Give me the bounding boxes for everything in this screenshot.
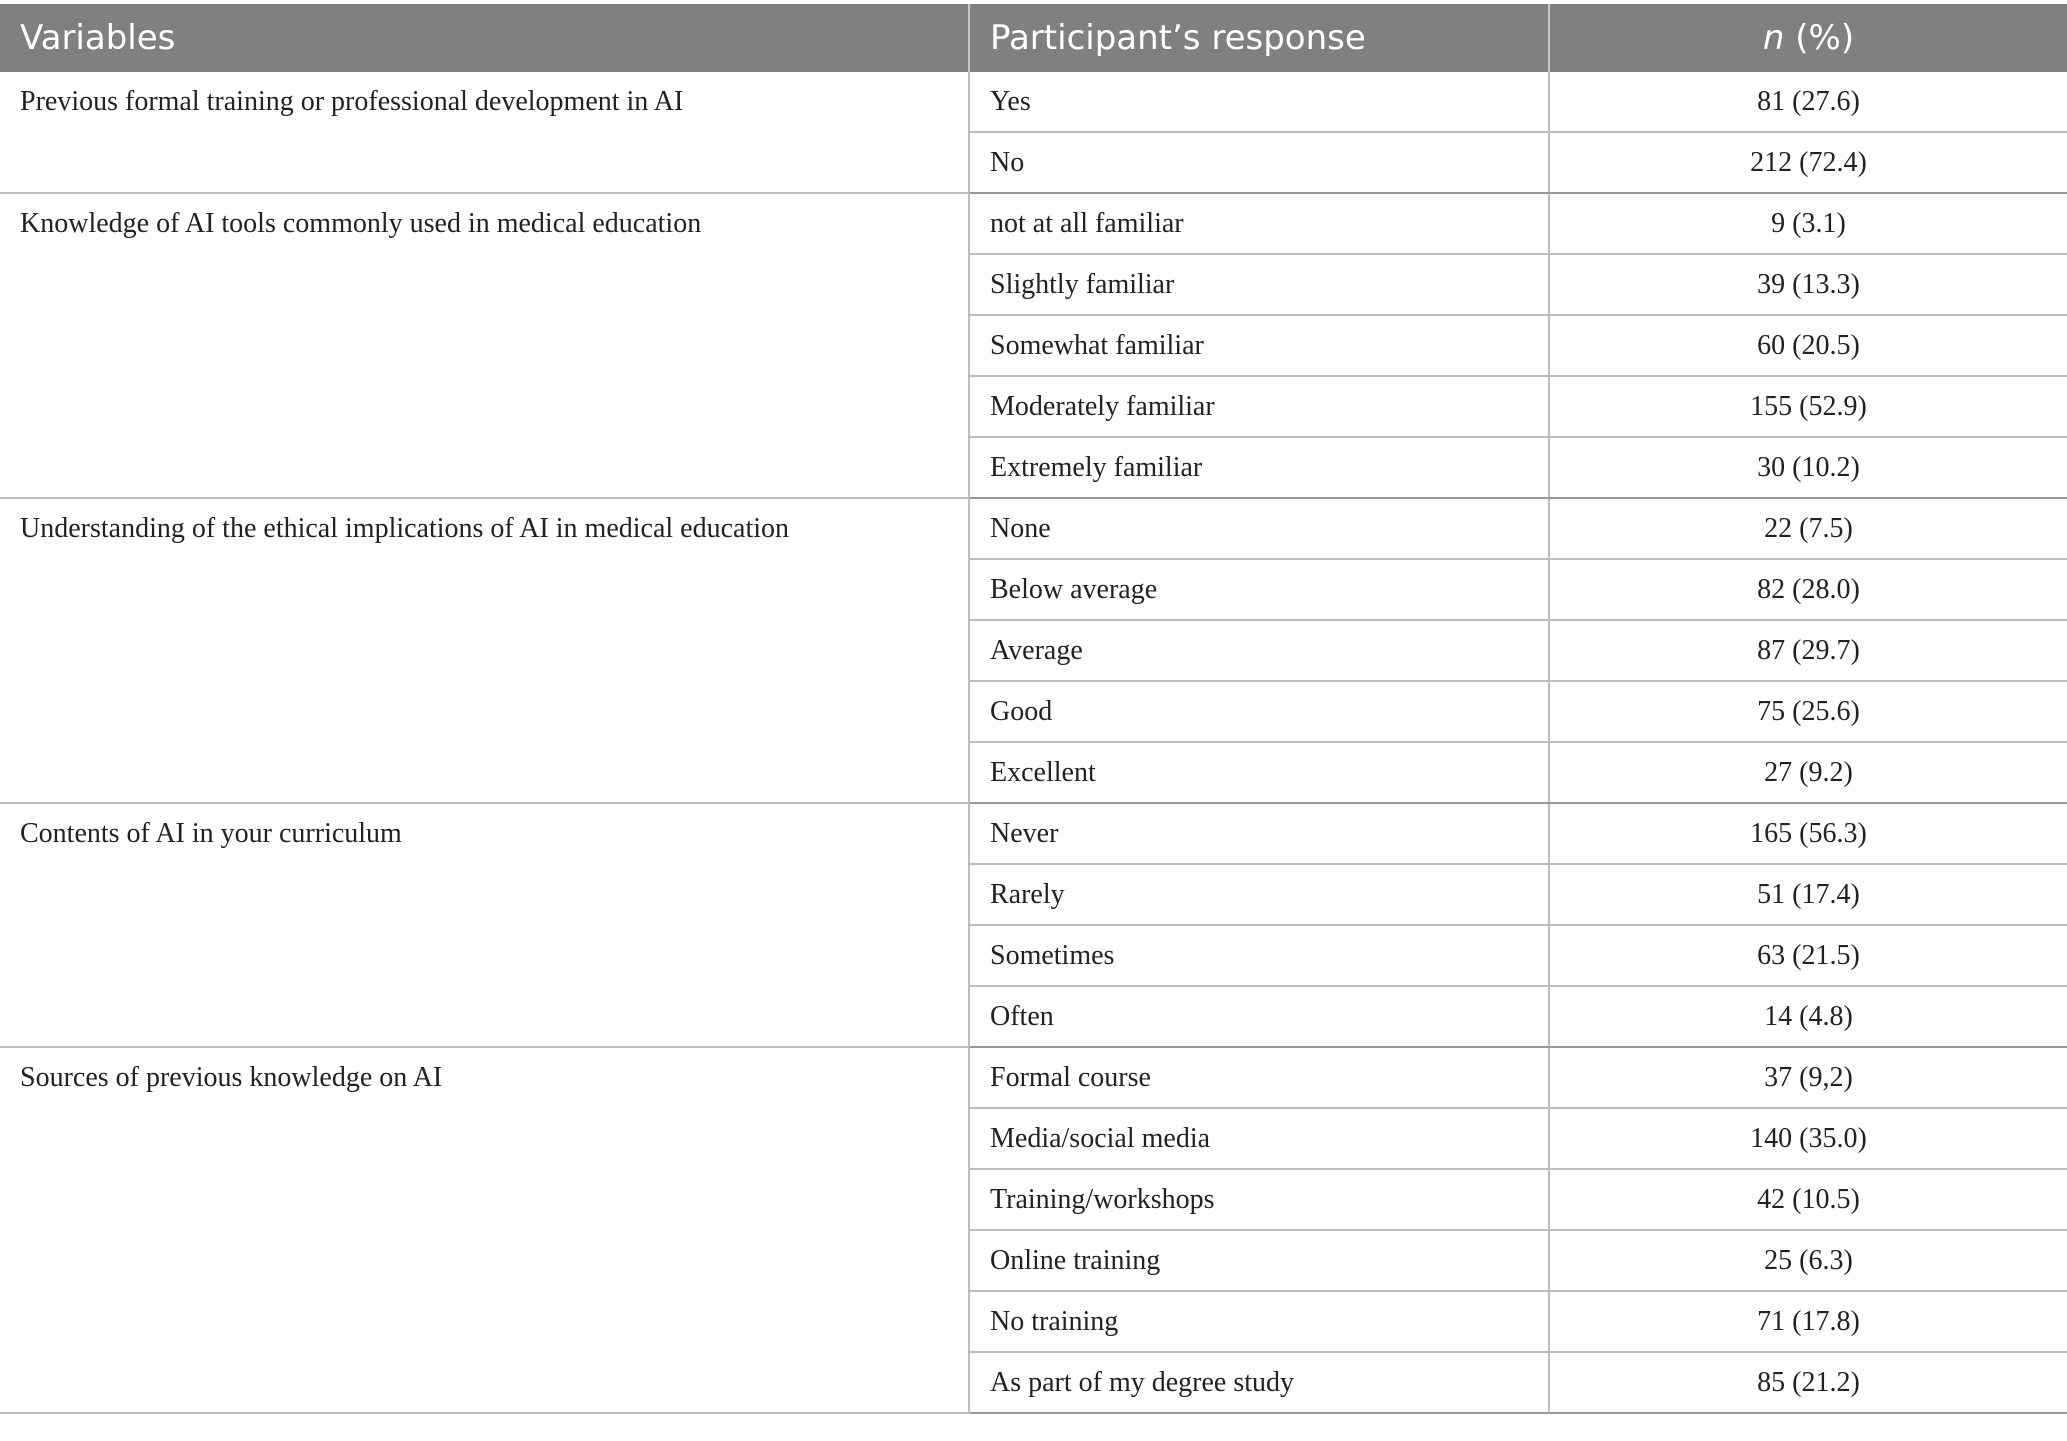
- header-response: Participant’s response: [969, 4, 1549, 72]
- data-table: [0, 4, 2067, 1414]
- count-percent-cell: 60 (20.5): [1549, 315, 2067, 376]
- count-percent-cell: 42 (10.5): [1549, 1169, 2067, 1230]
- variable-cell: Sources of previous knowledge on AI: [0, 1047, 969, 1413]
- count-percent-cell: 81 (27.6): [1549, 72, 2067, 132]
- response-cell: As part of my degree study: [969, 1352, 1549, 1413]
- table-row: [0, 498, 2067, 559]
- response-cell: Slightly familiar: [969, 254, 1549, 315]
- response-cell: Moderately familiar: [969, 376, 1549, 437]
- count-percent-cell: 82 (28.0): [1549, 559, 2067, 620]
- response-cell: Average: [969, 620, 1549, 681]
- count-percent-cell: 9 (3.1): [1549, 193, 2067, 254]
- table-row: [0, 193, 2067, 254]
- response-cell: Below average: [969, 559, 1549, 620]
- response-cell: No: [969, 132, 1549, 193]
- variable-cell: Understanding of the ethical implications of AI in medical education: [0, 498, 969, 803]
- header-pct: (%): [1784, 18, 1855, 58]
- count-percent-cell: 140 (35.0): [1549, 1108, 2067, 1169]
- count-percent-cell: 25 (6.3): [1549, 1230, 2067, 1291]
- count-percent-cell: 39 (13.3): [1549, 254, 2067, 315]
- variable-cell: Contents of AI in your curriculum: [0, 803, 969, 1047]
- header-row: [0, 4, 2067, 72]
- count-percent-cell: 30 (10.2): [1549, 437, 2067, 498]
- table-row: [0, 1047, 2067, 1108]
- response-cell: Yes: [969, 72, 1549, 132]
- count-percent-cell: 51 (17.4): [1549, 864, 2067, 925]
- response-cell: Excellent: [969, 742, 1549, 803]
- response-cell: Sometimes: [969, 925, 1549, 986]
- response-cell: None: [969, 498, 1549, 559]
- header-variables: Variables: [0, 4, 969, 72]
- table-row: [0, 803, 2067, 864]
- response-cell: Online training: [969, 1230, 1549, 1291]
- count-percent-cell: 14 (4.8): [1549, 986, 2067, 1047]
- response-cell: Never: [969, 803, 1549, 864]
- response-cell: No training: [969, 1291, 1549, 1352]
- count-percent-cell: 212 (72.4): [1549, 132, 2067, 193]
- response-cell: Training/workshops: [969, 1169, 1549, 1230]
- response-cell: Formal course: [969, 1047, 1549, 1108]
- count-percent-cell: 75 (25.6): [1549, 681, 2067, 742]
- response-cell: Somewhat familiar: [969, 315, 1549, 376]
- response-cell: Media/social media: [969, 1108, 1549, 1169]
- count-percent-cell: 85 (21.2): [1549, 1352, 2067, 1413]
- header-n: n: [1762, 18, 1785, 58]
- count-percent-cell: 87 (29.7): [1549, 620, 2067, 681]
- response-cell: Good: [969, 681, 1549, 742]
- count-percent-cell: 165 (56.3): [1549, 803, 2067, 864]
- count-percent-cell: 71 (17.8): [1549, 1291, 2067, 1352]
- response-cell: Rarely: [969, 864, 1549, 925]
- response-cell: Often: [969, 986, 1549, 1047]
- response-cell: Extremely familiar: [969, 437, 1549, 498]
- count-percent-cell: 22 (7.5): [1549, 498, 2067, 559]
- header-n-percent: [1549, 4, 2067, 72]
- count-percent-cell: 27 (9.2): [1549, 742, 2067, 803]
- count-percent-cell: 155 (52.9): [1549, 376, 2067, 437]
- response-cell: not at all familiar: [969, 193, 1549, 254]
- variable-cell: Previous formal training or professional development in AI: [0, 72, 969, 193]
- variable-cell: Knowledge of AI tools commonly used in medical education: [0, 193, 969, 498]
- count-percent-cell: 37 (9,2): [1549, 1047, 2067, 1108]
- count-percent-cell: 63 (21.5): [1549, 925, 2067, 986]
- table-row: [0, 72, 2067, 132]
